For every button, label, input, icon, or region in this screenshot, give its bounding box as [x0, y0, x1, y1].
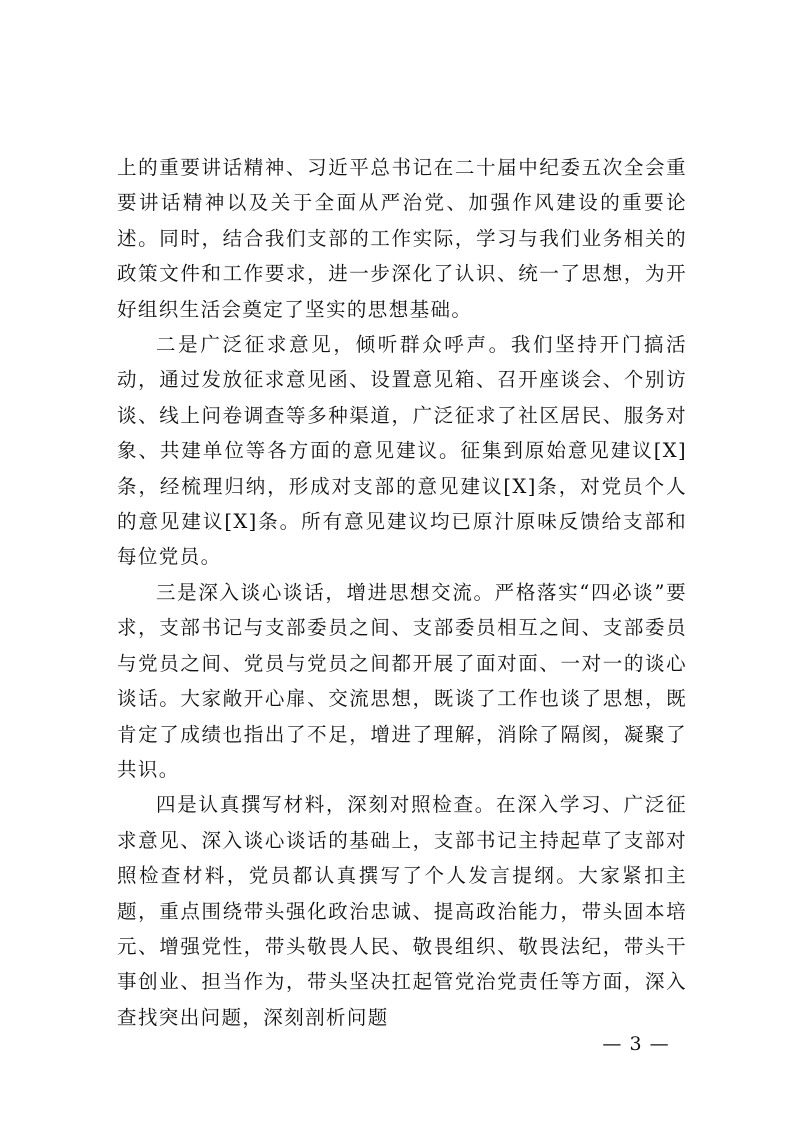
page-number: — 3 — [602, 1033, 670, 1055]
paragraph-writing-materials: 四是认真撰写材料，深刻对照检查。在深入学习、广泛征求意见、深入谈心谈话的基础上，支部书记主持起草了支部对照检查材料，党员都认真撰写了个人发言提纲。大家紧扣主题，重点围绕带头强化政治忠诚、提高政治能力，带头固本培元、增强党性，带头敬畏人民、敬畏组织、敬畏法纪，带头干事创业、担当作为，带头坚决扛起管党治党责任等方面，深入查找突出问题，深刻剖析问题 [117, 793, 687, 1029]
paragraph-heart-to-heart-talks: 三是深入谈心谈话，增进思想交流。严格落实“四必谈”要求，支部书记与支部委员之间、支部委员相互之间、支部委员与党员之间、党员与党员之间都开展了面对面、一对一的谈心谈话。大家敞开心扉、交流思想，既谈了工作也谈了思想，既肯定了成绩也指出了不足，增进了理解，消除了隔阂，凝聚了共识。 [117, 580, 687, 781]
paragraph-continued: 上的重要讲话精神、习近平总书记在二十届中纪委五次全会重要讲话精神以及关于全面从严治党、加强作风建设的重要论述。同时，结合我们支部的工作实际，学习与我们业务相关的政策文件和工作要求，进一步深化了认识、统一了思想，为开好组织生活会奠定了坚实的思想基础。 [117, 156, 687, 321]
document-body [117, 150, 687, 1035]
paragraph-soliciting-opinions: 二是广泛征求意见，倾听群众呼声。我们坚持开门搞活动，通过发放征求意见函、设置意见箱、召开座谈会、个别访谈、线上问卷调查等多种渠道，广泛征求了社区居民、服务对象、共建单位等各方面的意见建议。征集到原始意见建议[X]条，经梳理归纳，形成对支部的意见建议[X]条，对党员个人的意见建议[X]条。所有意见建议均已原汁原味反馈给支部和每位党员。 [117, 333, 687, 569]
